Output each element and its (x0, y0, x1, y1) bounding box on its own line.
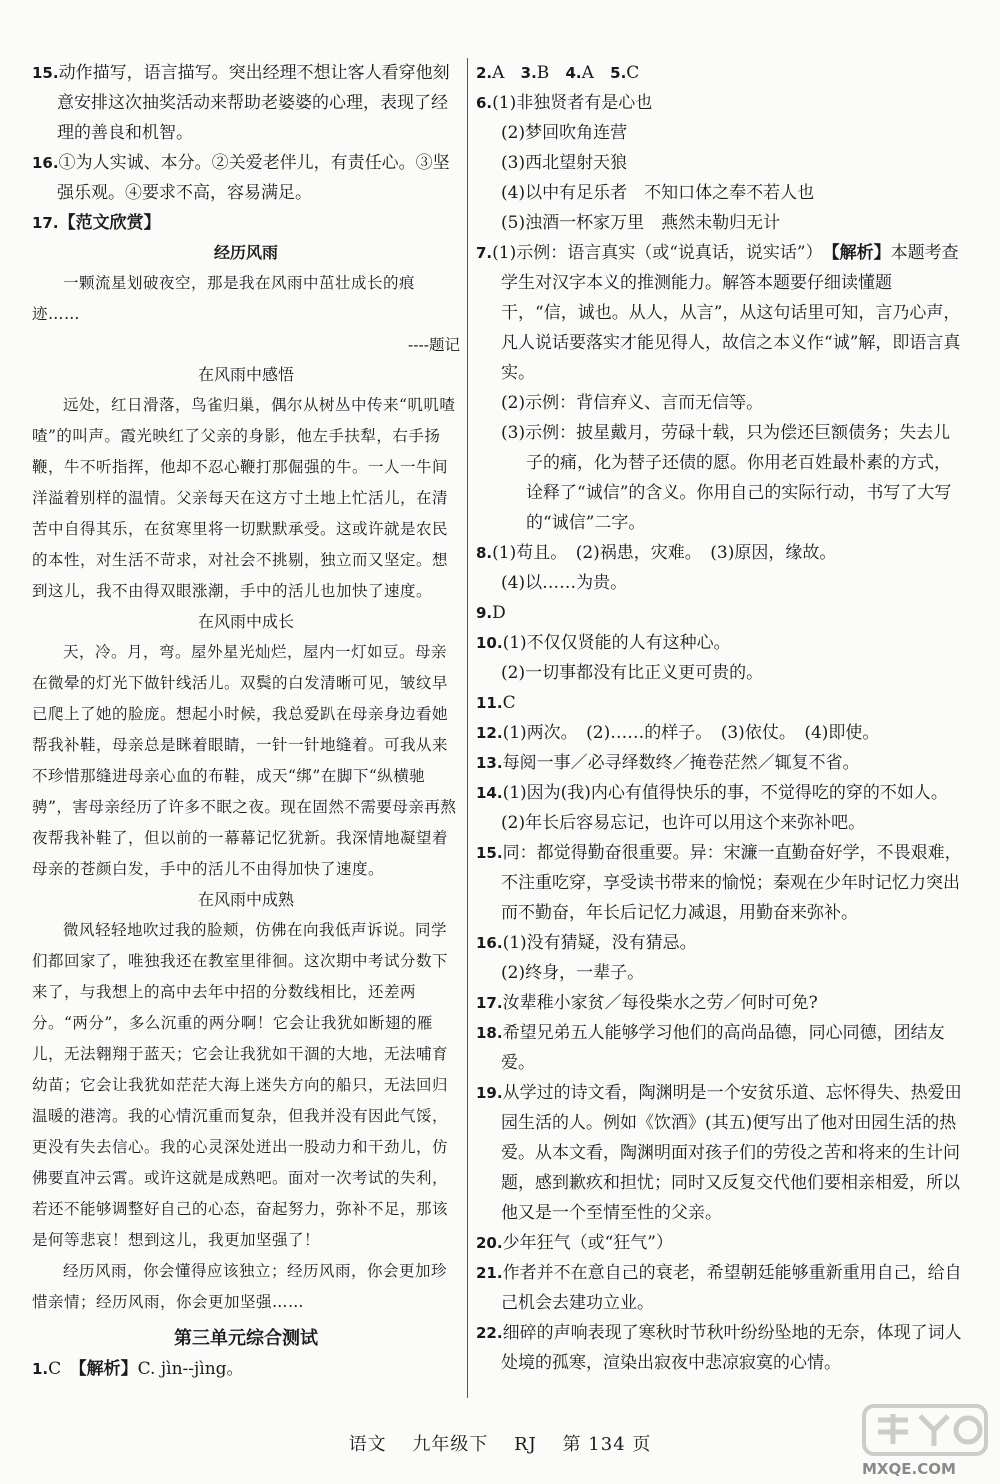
answer-q6: 6.(1)非独贤者有是心也 (476, 93, 653, 113)
answer-q12: 12.(1)两次。 (2)……的样子。 (3)依仗。 (4)即使。 (476, 723, 880, 743)
answer-q9: 9.D (476, 603, 506, 623)
answer-q10-item: (2)一切事都没有比正义更可贵的。 (501, 663, 764, 683)
page-footer (0, 1430, 1000, 1460)
essay-section-text-1: 远处，红日滑落，鸟雀归巢，偶尔从树丛中传来“叽叽喳喳”的叫声。霞光映红了父亲的身影，他左手扶犁，右手扬鞭，牛不听指挥，他却不忍心鞭打那倔强的牛。一人一牛间洋溢着别样的温情。父亲每天在这方寸土地上忙活儿，在清苦中自得其乐，在贫寒里将一切默默承受。这或许就是农民的本性，对生活不苛求，对社会不挑剔，独立而又坚定。想到这儿，我不由得双眼涨潮，手中的活儿也加快了速度。 (32, 396, 456, 600)
answer-q17: 17.【范文欣赏】 (32, 213, 161, 233)
essay-section-text-3: 微风轻轻地吹过我的脸颊，仿佛在向我低声诉说。同学们都回家了，唯独我还在教室里徘徊。这次期中考试分数下来了，与我想上的高中去年中招的分数线相比，还差两分。“两分”，多么沉重的两分啊！它会让我犹如断翅的雁儿，无法翱翔于蓝天；它会让我犹如干涸的大地，无法哺育幼苗；它会让我犹如茫茫大海上迷失方向的船只，无法回归温暖的港湾。我的心情沉重而复杂，但我并没有因此气馁，更没有失去信心。我的心灵深处迸出一股动力和干劲儿，仿佛要直冲云霄。或许这就是成熟吧。面对一次考试的失利，若还不能够调整好自己的心态，奋起努力，弥补不足，那该是何等悲哀！想到这儿，我更加坚强了！ (32, 921, 449, 1249)
footer-subject: 语文 (348, 1434, 387, 1455)
answer-q15r: 15.同：都觉得勤奋很重要。异：宋濂一直勤奋好学，不畏艰难，不注重吃穿，享受读书带来的愉悦；秦观在少年时记忆力突出而不勤奋，年长后记忆力减退，用勤奋来弥补。 (476, 843, 962, 923)
answer-q7-part2: (2)示例：背信弃义、言而无信等。 (501, 393, 764, 413)
essay-epigraph-sign: ----题记 (408, 336, 460, 354)
answer-q22: 22.细碎的声响表现了寒秋时节秋叶纷纷坠地的无奈，体现了词人处境的孤寒，渲染出寂夜中悲凉寂寞的心情。 (476, 1323, 962, 1373)
footer-edition: RJ (514, 1434, 537, 1455)
answer-q6-item: (2)梦回吹角连营 (501, 123, 628, 143)
answer-q6-item: (4)以中有足乐者 不知口体之奉不若人也 (501, 183, 815, 203)
answer-q13: 13.每阅一事／必寻绎数终／掩卷茫然／辄复不省。 (476, 753, 860, 773)
essay-section-text-2: 天，冷。月，弯。屋外星光灿烂，屋内一灯如豆。母亲在微晕的灯光下做针线活儿。双鬓的白发清晰可见，皱纹早已爬上了她的脸庞。想起小时候，我总爱趴在母亲身边看她帮我补鞋，母亲总是眯着眼睛，一针一针地缝着。可我从来不珍惜那缝进母亲心血的布鞋，成天“绑”在脚下“纵横驰骋”，害母亲经历了许多不眠之夜。现在固然不需要母亲再熬夜帮我补鞋了，但以前的一幕幕记忆犹新。我深情地凝望着母亲的苍颜白发，手中的活儿不由得加快了速度。 (32, 643, 457, 878)
answer-q10: 10.(1)不仅仅贤能的人有这种心。 (476, 633, 731, 653)
left-column (32, 58, 460, 1384)
essay-section-heading-3: 在风雨中成熟 (197, 890, 294, 909)
answer-q21: 21.作者并不在意自己的衰老，希望朝廷能够重新重用自己，给自己机会去建功立业。 (476, 1263, 962, 1313)
essay-epigraph: 一颗流星划破夜空，那是我在风雨中茁壮成长的痕迹…… (32, 274, 416, 323)
essay-section-heading-1: 在风雨中感悟 (197, 365, 294, 384)
answer-q14: 14.(1)因为(我)内心有值得快乐的事，不觉得吃的穿的不如人。 (476, 783, 948, 803)
answer-q14-item: (2)年长后容易忘记，也许可以用这个来弥补吧。 (501, 813, 866, 833)
answer-q11: 11.C (476, 693, 516, 713)
answer-q6-item: (5)浊酒一杯家万里 燕然未勒归无计 (501, 213, 781, 233)
answer-q2-5: 2.A 3.B 4.A 5.C (476, 63, 640, 83)
answer-q16-item: (2)终身，一辈子。 (501, 963, 645, 983)
footer-grade: 九年级下 (412, 1434, 489, 1455)
answer-q16: 16.①为人实诚、本分。②关爱老伴儿，有责任心。③坚强乐观。④要求不高，容易满足。 (32, 153, 450, 203)
unit-title: 第三单元综合测试 (174, 1328, 318, 1349)
answer-q18: 18.希望兄弟五人能够学习他们的高尚品德，同心同德，团结友爱。 (476, 1023, 945, 1073)
answer-q8-line2: (4)以……为贵。 (501, 573, 628, 593)
answer-q8: 8.(1)苟且。 (2)祸患，灾难。 (3)原因，缘故。 (476, 543, 837, 563)
answer-q7: 7.(1)示例：语言真实（或“说真话，说实话”） 【解析】本题考查学生对汉字本义的推测能力。解答本题要仔细读懂题干，“信，诚也。从人，从言”，从这句话里可知，言乃心声，凡人说话要落实才能见得人，故信之本义作“诚”解，即语言真实。 (476, 243, 961, 383)
answer-q16r: 16.(1)没有猜疑，没有猜忌。 (476, 933, 697, 953)
right-column (476, 58, 964, 1378)
footer-page-number: 第 134 页 (562, 1434, 652, 1455)
answer-q1: 1.C 【解析】C. jìn--jìng。 (32, 1359, 244, 1379)
watermark-text: MXQE.COM (862, 1460, 956, 1478)
answer-q7-part3: (3)示例：披星戴月，劳碌十载，只为偿还巨额债务；失去儿子的痛，化为替子还债的愿。你用老百姓最朴素的方式，诠释了“诚信”的含义。你用自己的实际行动，书写了大写的“诚信”二字。 (501, 423, 952, 533)
essay-conclusion: 经历风雨，你会懂得应该独立；经历风雨，你会更加珍惜亲情；经历风雨，你会更加坚强…… (32, 1262, 448, 1311)
answer-q17r: 17.汝辈稚小家贫／每役柴水之劳／何时可免? (476, 993, 818, 1013)
answer-q6-item: (3)西北望射天狼 (501, 153, 628, 173)
answer-q19: 19.从学过的诗文看，陶渊明是一个安贫乐道、忘怀得失、热爱田园生活的人。例如《饮酒》(其五)便写出了他对田园生活的热爱。从本文看，陶渊明面对孩子们的劳役之苦和将来的生计问题，感到歉疚和担忧；同时又反复交代他们要相亲相爱，所以他又是一个至情至性的父亲。 (476, 1083, 962, 1223)
essay-title: 经历风雨 (213, 243, 278, 262)
answer-q15: 15.动作描写，语言描写。突出经理不想让客人看穿他刻意安排这次抽奖活动来帮助老婆婆的心理，表现了经理的善良和机智。 (32, 63, 450, 143)
answer-q20: 20.少年狂气（或“狂气”） (476, 1233, 673, 1253)
column-divider (467, 58, 468, 1398)
essay-section-heading-2: 在风雨中成长 (197, 612, 294, 631)
